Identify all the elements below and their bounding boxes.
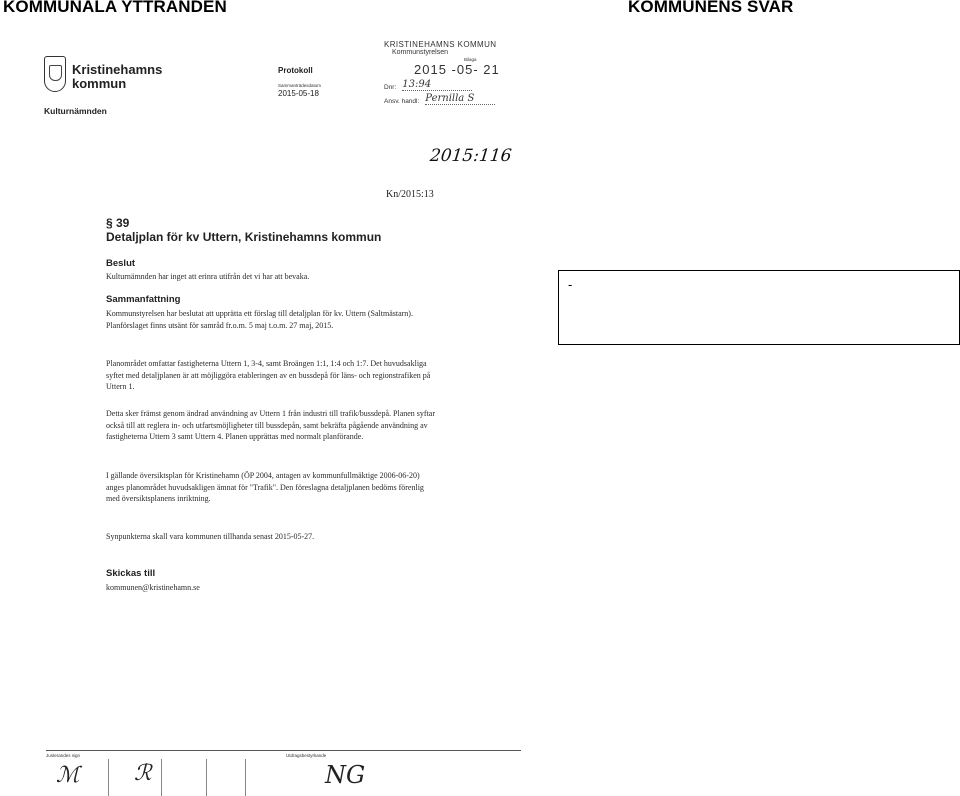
send-to-heading: Skickas till	[106, 568, 156, 579]
left-column-title: KOMMUNALA YTTRANDEN	[3, 0, 227, 16]
summary-paragraph-1: Kommunstyrelsen har beslutat att upprätta ett förslag till detaljplan för kv. Uttern (Saltmästarn). Planförslaget finns utsänt för samråd fr.o.m. 5 maj t.o.m. 27 maj, 2015.	[106, 309, 413, 330]
scanned-protocol	[36, 28, 526, 796]
department-name: Kulturnämnden	[44, 106, 107, 116]
summary-paragraph-2: Planområdet omfattar fastigheterna Uttern 1, 3-4, samt Broängen 1:1, 1:4 och 1:7. Det huvudsakliga syftet med detaljplanen är att möjliggöra etableringen av en bussdepå för läns- och regionstrafiken på Uttern 1.	[106, 359, 431, 391]
municipality-crest-icon	[44, 56, 66, 92]
summary-heading: Sammanfattning	[106, 294, 181, 305]
decision-heading: Beslut	[106, 258, 136, 269]
document-title: Detaljplan för kv Uttern, Kristinehamns kommun	[106, 230, 382, 244]
municipality-name: Kristinehamns kommun	[72, 62, 163, 91]
summary-paragraph-4: I gällande översiktsplan för Kristinehamn (ÖP 2004, antagen av kommunfullmäktige 2006-06-20) anges planområdet huvudsakligen ämnat för "Trafik". Den föreslagna detaljplanen bedöms förenlig med översiktsplanens inriktning.	[106, 471, 424, 503]
answer-text: -	[568, 277, 573, 292]
municipality-answer-box[interactable]	[558, 270, 960, 345]
decision-text: Kulturnämnden har inget att erinra utifrån det vi har att bevaka.	[106, 272, 310, 281]
stamp-handler-value: Pernilla S	[425, 93, 495, 105]
summary-paragraph-5: Synpunkterna skall vara kommunen tillhanda senast 2015-05-27.	[106, 532, 315, 541]
signature-mark-2: ℛ	[134, 761, 152, 786]
certification-initials: NG	[325, 761, 366, 789]
right-column-title: KOMMUNENS SVAR	[628, 0, 794, 16]
signature-mark-1: ℳ	[56, 763, 80, 788]
case-number: Kn/2015:13	[386, 189, 434, 200]
stamp-bilaga: Bilaga	[464, 57, 477, 62]
paragraph-number: § 39	[106, 216, 130, 230]
signature-strip	[46, 750, 521, 796]
stamp-handler-row: Ansv. handl: Pernilla S	[384, 93, 514, 105]
received-stamp	[384, 40, 514, 105]
signature-label: Justerandes sign	[46, 753, 81, 758]
stamp-organization: KRISTINEHAMNS KOMMUN	[384, 40, 497, 49]
protocol-label: Protokoll	[278, 66, 313, 75]
summary-paragraph-3: Detta sker främst genom ändrad användning av Uttern 1 från industri till trafik/bussdepå. Planen syftar också till att reglera in- och utfartsmöjligheter till bussdepån, samt bekräfta pågående användning av fastigheterna Uttern 3 samt Uttern 4. Planen upprättas med normalt planförande.	[106, 409, 436, 441]
protocol-date: 2015-05-18	[278, 89, 319, 98]
protocol-sub-label: Sammanträdesdatum	[278, 83, 322, 88]
stamp-date: 2015 -05- 21	[414, 62, 500, 77]
stamp-board: Kommunstyrelsen	[392, 49, 449, 56]
stamp-dnr-row: Dnr: 13:94	[384, 79, 514, 91]
handwritten-case-number: 2015:116	[428, 146, 513, 166]
stamp-dnr-value: 13:94	[402, 79, 472, 91]
certification-label: Utdragsbestyrkande	[286, 753, 327, 758]
send-to-email: kommunen@kristinehamn.se	[106, 583, 200, 592]
signature-box-2	[206, 759, 246, 796]
